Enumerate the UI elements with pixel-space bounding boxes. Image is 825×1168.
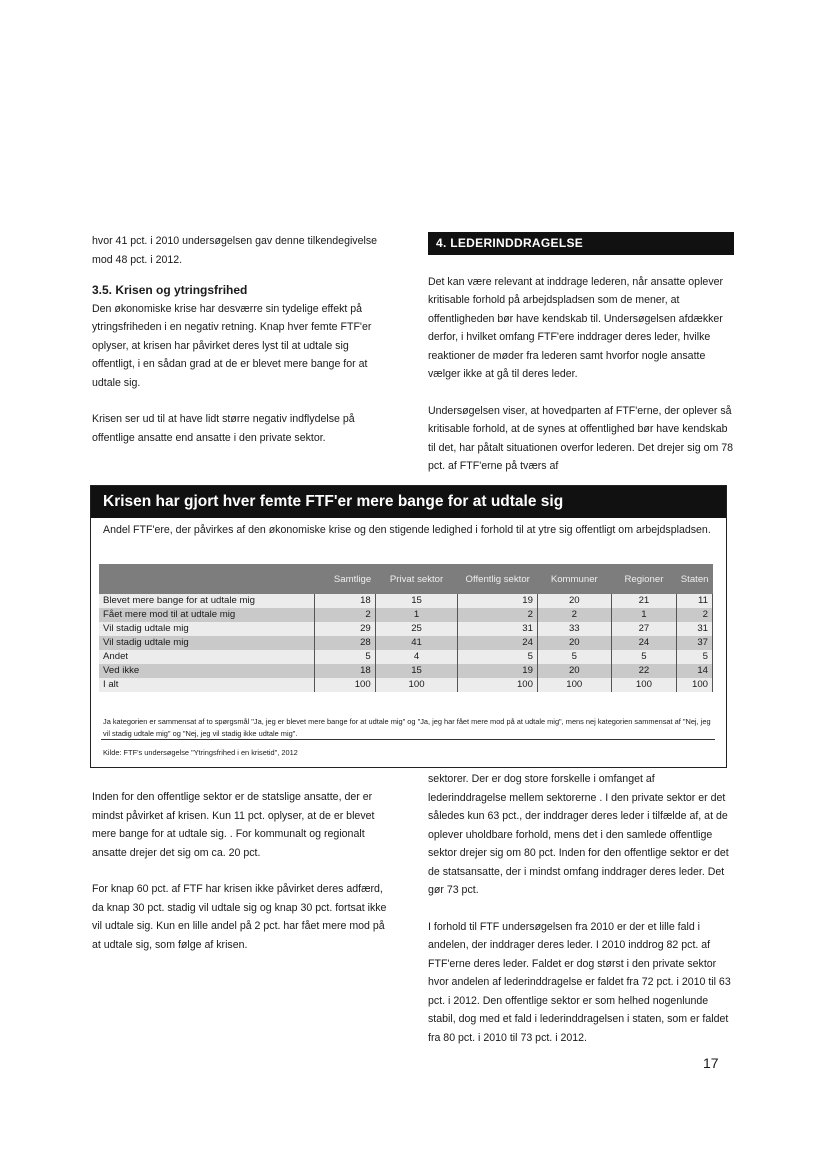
cell: 22	[611, 664, 677, 678]
left-column-bottom	[92, 788, 392, 954]
row-label: I alt	[99, 678, 315, 692]
row-label: Blevet mere bange for at udtale mig	[99, 594, 315, 608]
header-blank	[99, 564, 315, 594]
row-label: Fået mere mod til at udtale mig	[99, 608, 315, 622]
cell: 5	[458, 650, 538, 664]
table-header-row	[99, 564, 713, 594]
cell: 5	[537, 650, 611, 664]
cell: 31	[677, 622, 713, 636]
left-column-top	[92, 232, 392, 447]
table-box-title: Krisen har gjort hver femte FTF'er mere bange for at udtale sig	[91, 486, 726, 518]
paragraph: Det kan være relevant at inddrage lederen, når ansatte oplever kritisable forhold på arbejdspladsen som de mener, at offentligheden bør have kendskab til. Undersøgelsen afdækker derfor, i hvilket omfang FTF'ere inddrager deres leder, hvilke reaktioner de møder fra lederen samt hvorfor nogle ansatte vælger ikke at gå til deres leder.	[428, 275, 724, 380]
table-row	[99, 608, 713, 622]
cell: 28	[315, 636, 375, 650]
cell: 15	[375, 664, 458, 678]
cell: 100	[677, 678, 713, 692]
table-source: Kilde: FTF's undersøgelse "Ytringsfrihed i en krisetid", 2012	[103, 748, 298, 757]
cell: 2	[677, 608, 713, 622]
cell: 18	[315, 664, 375, 678]
cell: 19	[458, 594, 538, 608]
cell: 5	[611, 650, 677, 664]
row-label: Vil stadig udtale mig	[99, 636, 315, 650]
cell: 100	[375, 678, 458, 692]
column-header: Samtlige	[315, 564, 375, 594]
paragraph: Krisen ser ud til at have lidt større negativ indflydelse på offentlige ansatte end ansatte i den private sektor.	[92, 413, 355, 444]
data-table	[99, 564, 713, 692]
cell: 1	[375, 608, 458, 622]
row-label: Andet	[99, 650, 315, 664]
cell: 100	[537, 678, 611, 692]
cell: 1	[611, 608, 677, 622]
cell: 24	[458, 636, 538, 650]
table-row	[99, 636, 713, 650]
cell: 5	[315, 650, 375, 664]
column-header: Kommuner	[537, 564, 611, 594]
cell: 33	[537, 622, 611, 636]
cell: 20	[537, 636, 611, 650]
paragraph: Den økonomiske krise har desværre sin tydelige effekt på ytringsfriheden i en negativ retning. Knap hver femte FTF'er oplyser, at krisen har påvirket deres lyst til at udtale sig offentligt, i en sådan grad at de er blevet mere bange for at udtale sig.	[92, 302, 372, 389]
cell: 100	[315, 678, 375, 692]
cell: 31	[458, 622, 538, 636]
column-header: Regioner	[611, 564, 677, 594]
paragraph: Inden for den offentlige sektor er de statslige ansatte, der er mindst påvirket af krisen. Kun 11 pct. oplyser, at de er blevet mere bange for at udtale sig. . For kommunalt og regionalt ansatte drejer det sig om ca. 20 pct.	[92, 791, 375, 859]
table-note: Ja kategorien er sammensat af to spørgsmål "Ja, jeg er blevet mere bange for at udtale mig" og "Ja, jeg har fået mere mod på at udtale mig", mens nej kategorien sammensat af "Nej, jeg vil stadig udtale mig" og "Nej, jeg vil stadig ikke udtale mig".	[103, 717, 711, 738]
row-label: Vil stadig udtale mig	[99, 622, 315, 636]
cell: 15	[375, 594, 458, 608]
paragraph: For knap 60 pct. af FTF har krisen ikke påvirket deres adfærd, da knap 30 pct. stadig vil udtale sig og knap 30 pct. fortsat ikke vil udtale sig. Kun en lille andel på 2 pct. har fået mere mod på at udtale sig, som følge af krisen.	[92, 883, 387, 951]
cell: 20	[537, 594, 611, 608]
right-column-bottom	[428, 770, 734, 1047]
intro-paragraph: hvor 41 pct. i 2010 undersøgelsen gav denne tilkendegivelse mod 48 pct. i 2012.	[92, 235, 378, 266]
section-label-bar: 4. LEDERINDDRAGELSE	[428, 232, 734, 255]
table-row	[99, 650, 713, 664]
paragraph: Undersøgelsen viser, at hovedparten af FTF'erne, der oplever så kritisable forhold, at de synes at offentlighed bør have kendskab til det, har påtalt situationen overfor lederen. Det drejer sig om 78 pct. af FTF'erne på tværs af	[428, 404, 734, 472]
cell: 25	[375, 622, 458, 636]
table-box	[90, 485, 727, 768]
cell: 29	[315, 622, 375, 636]
cell: 2	[537, 608, 611, 622]
table-row	[99, 594, 713, 608]
cell: 20	[537, 664, 611, 678]
cell: 19	[458, 664, 538, 678]
table-row-total	[99, 678, 713, 692]
cell: 2	[458, 608, 538, 622]
cell: 14	[677, 664, 713, 678]
divider	[101, 739, 715, 740]
column-header: Offentlig sektor	[458, 564, 538, 594]
column-header: Privat sektor	[375, 564, 458, 594]
cell: 100	[611, 678, 677, 692]
cell: 100	[458, 678, 538, 692]
table-row	[99, 664, 713, 678]
cell: 5	[677, 650, 713, 664]
column-header: Staten	[677, 564, 713, 594]
cell: 4	[375, 650, 458, 664]
cell: 24	[611, 636, 677, 650]
cell: 37	[677, 636, 713, 650]
right-column-top	[428, 232, 734, 476]
cell: 21	[611, 594, 677, 608]
row-label: Ved ikke	[99, 664, 315, 678]
cell: 18	[315, 594, 375, 608]
paragraph: sektorer. Der er dog store forskelle i omfanget af lederinddragelse mellem sektorerne . I den private sektor er det således kun 63 pct., der inddrager deres leder i tilfælde af, at de oplever uholdbare forhold, mens det i den samlede offentlige sektor drejer sig om 80 pct. Inden for den offentlige sektor er det de statsansatte, der i mindst omfang inddrager deres leder. Det gør 73 pct.	[428, 773, 729, 896]
cell: 41	[375, 636, 458, 650]
cell: 11	[677, 594, 713, 608]
cell: 27	[611, 622, 677, 636]
section-heading: 3.5. Krisen og ytringsfrihed	[92, 283, 248, 297]
table-box-subtitle: Andel FTF'ere, der påvirkes af den økonomiske krise og den stigende ledighed i forhold til at ytre sig offentligt om arbejdspladsen.	[103, 524, 711, 536]
cell: 2	[315, 608, 375, 622]
table-row	[99, 622, 713, 636]
paragraph: I forhold til FTF undersøgelsen fra 2010 er der et lille fald i andelen, der inddrager deres leder. I 2010 inddrog 82 pct. af FTF'erne deres leder. Faldet er dog størst i den private sektor hvor andelen af lederinddragelse er faldet fra 72 pct. i 2010 til 63 pct. i 2012. Den offentlige sektor er som helhed nogenlunde stabil, dog med et fald i lederinddragelsen i staten, som er faldet fra 80 pct. i 2010 til 73 pct. i 2012.	[428, 920, 731, 1044]
page-number: 17	[703, 1055, 719, 1071]
